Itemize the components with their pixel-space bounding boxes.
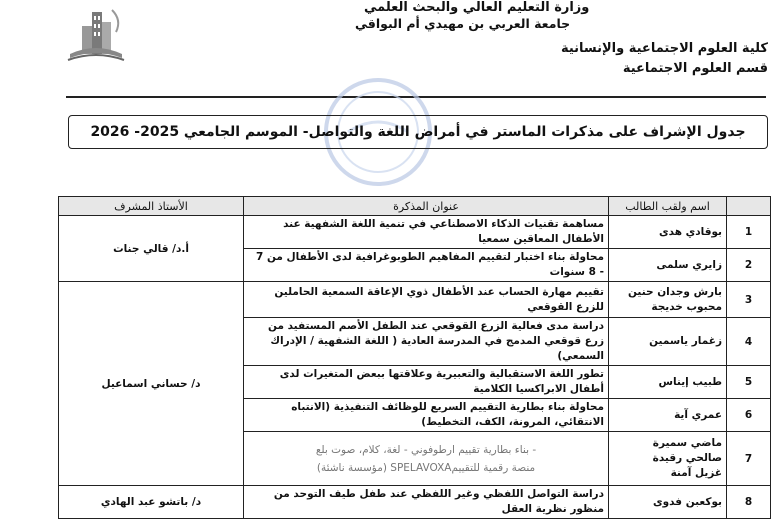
row-number: 4 xyxy=(727,318,771,366)
thesis-title: تطور اللغة الاستقبالية والتعبيرية وعلاقتها ببعض المتغيرات لدى أطفال الابراكسيا الكلامية xyxy=(244,366,609,399)
thesis-title: دراسة التواصل اللفظي وغير اللفظي عند طفل طيف التوحد من منظور نظرية العقل xyxy=(244,486,609,519)
supervision-table xyxy=(58,196,771,519)
student-name: طبيب إيناس xyxy=(609,366,727,399)
student-name: زايري سلمى xyxy=(609,249,727,282)
header-supervisor: الأستاذ المشرف xyxy=(59,197,244,216)
row-number: 6 xyxy=(727,399,771,432)
student-name: محبوب خديجة xyxy=(651,300,722,313)
department-name: قسم العلوم الاجتماعية xyxy=(622,61,768,76)
table-row xyxy=(59,216,771,249)
supervisor-name: أ.د/ قالي جنات xyxy=(59,216,244,282)
row-number: 5 xyxy=(727,366,771,399)
header-student: اسم ولقب الطالب xyxy=(609,197,727,216)
ministry-name: وزارة التعليم العالي والبحث العلمي xyxy=(364,0,590,15)
student-name: بارش وجدان حنين xyxy=(627,285,722,298)
thesis-title: محاولة بناء اختبار لتقييم المفاهيم الطوبوغرافية لدى الأطفال من 7 - 8 سنوات xyxy=(244,249,609,282)
thesis-title: محاولة بناء بطارية التقييم السريع للوظائف التنفيذية (الانتباه الانتقائي، المرونة، الكف، التخطيط) xyxy=(244,399,609,432)
thesis-title: تقييم مهارة الحساب عند الأطفال ذوي الإعاقة السمعية الحاملين للزرع القوقعي xyxy=(244,282,609,318)
thesis-title xyxy=(244,432,609,486)
table-header-row xyxy=(59,197,771,216)
row-number: 1 xyxy=(727,216,771,249)
row-number: 2 xyxy=(727,249,771,282)
student-name: عمري آية xyxy=(609,399,727,432)
supervisor-name: د/ باتشو عبد الهادي xyxy=(59,486,244,519)
row-number: 3 xyxy=(727,282,771,318)
student-name: غزيل آمنة xyxy=(670,467,722,479)
student-name: صالحي رقيدة xyxy=(652,452,722,464)
student-name: بوكعبن فدوى xyxy=(609,486,727,519)
student-names xyxy=(609,282,727,318)
title-box xyxy=(68,115,768,149)
student-names xyxy=(609,432,727,486)
table-row xyxy=(59,486,771,519)
university-logo xyxy=(60,2,132,72)
row-number: 7 xyxy=(727,432,771,486)
student-name: ماضي سميرة xyxy=(652,437,722,449)
supervisor-name: د/ حساني اسماعيل xyxy=(59,282,244,486)
thesis-line: - بناء بطارية تقييم ارطوفوني - لغة، كلام، صوت بلع xyxy=(315,443,537,456)
table-row xyxy=(59,282,771,318)
thesis-title: دراسة مدى فعالية الزرع القوقعي عند الطفل الأصم المستفيد من زرع قوقعي المدمج في المدرسة العادية ( اللغة الشفهية / الإدراك السمعي) xyxy=(244,318,609,366)
student-name: زغمار ياسمين xyxy=(609,318,727,366)
student-name: بوقادي هدى xyxy=(609,216,727,249)
row-number: 8 xyxy=(727,486,771,519)
header-num xyxy=(727,197,771,216)
thesis-line: منصة رقمية للتقييمSPELAVOXA (مؤسسة ناشئة) xyxy=(316,461,536,474)
document-title: جدول الإشراف على مذكرات الماستر في أمراض اللغة والتواصل- الموسم الجامعي 2025- 2026 xyxy=(90,124,746,140)
university-name: جامعة العربي بن مهيدي أم البواقي xyxy=(355,16,571,31)
header-thesis: عنوان المذكرة xyxy=(244,197,609,216)
thesis-title: مساهمة تقنيات الذكاء الاصطناعي في تنمية اللغة الشفهية عند الأطفال المعاقين سمعيا xyxy=(244,216,609,249)
faculty-name: كلية العلوم الاجتماعية والإنسانية xyxy=(560,41,768,56)
